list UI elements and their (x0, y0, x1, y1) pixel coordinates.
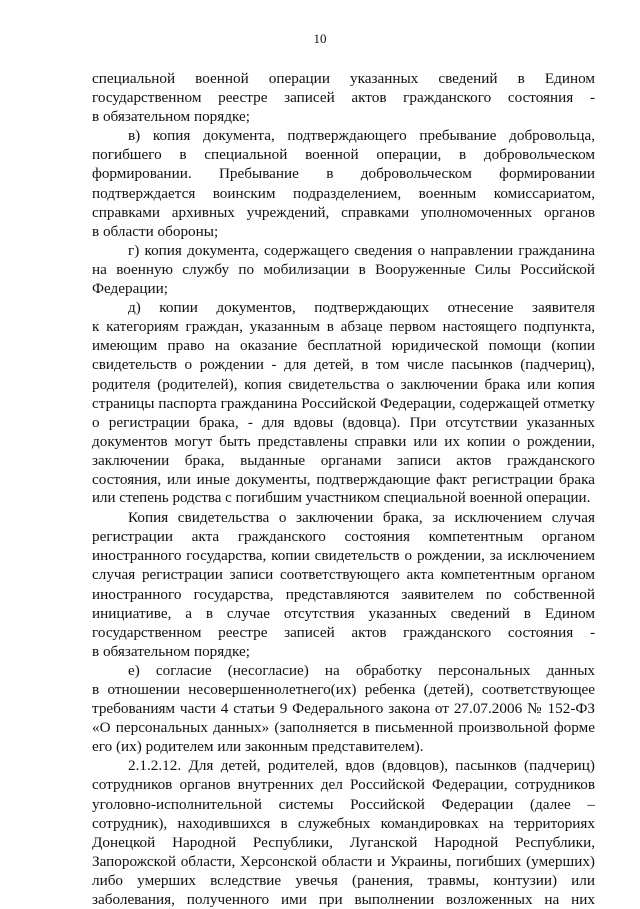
text-line: на военную службу по мобилизации в Вооруженные Силы Российской (92, 260, 595, 278)
text-line: заключении брака, выданные органами записи актов гражданского (92, 451, 595, 469)
text-line: свидетельств о рождении - для детей, в том числе пасынков (падчериц), (92, 356, 595, 374)
text-line: его (их) родителем или законным представителем). (92, 738, 424, 756)
text-line: государственном реестре записей актов гражданского состояния - (92, 623, 595, 641)
text-line: случая регистрации записи соответствующего акта компетентным органом (92, 566, 595, 584)
text-line: документов могут быть представлены справки или их копии о рождении, (92, 432, 595, 450)
text-line: «О персональных данных» (заполняется в письменной произвольной форме (92, 719, 595, 737)
text-line: погибшего в специальной военной операции, в добровольческом (92, 146, 595, 164)
text-line: 2.1.2.12. Для детей, родителей, вдов (вдовцов), пасынков (падчериц) (128, 757, 595, 775)
page-number: 10 (313, 31, 327, 46)
text-line: подтверждается воинским подразделением, военным комиссариатом, (92, 184, 595, 202)
text-line: сотрудник), находившихся в служебных командировках на территориях (92, 814, 595, 832)
text-line: требованиям части 4 статьи 9 Федерального закона от 27.07.2006 № 152-ФЗ (92, 700, 595, 718)
text-line: о регистрации брака, - для вдовы (вдовца). При отсутствии указанных (92, 413, 595, 431)
text-line: регистрации акта гражданского состояния компетентным органом (92, 528, 595, 546)
text-line: формировании. Пребывание в добровольческом формировании (92, 165, 595, 183)
text-line: уголовно-исполнительной системы Российской Федерации (далее – (92, 795, 595, 813)
text-line: родителя (родителей), копия свидетельства о заключении брака или копия (92, 375, 595, 393)
text-line: иностранного государства, копии свидетельств о рождении, за исключением (92, 547, 595, 565)
text-line: Копия свидетельства о заключении брака, за исключением случая (128, 509, 595, 527)
text-line: в обязательном порядке; (92, 642, 250, 660)
text-line: состояния, или иные документы, подтверждающие факт регистрации брака (92, 470, 595, 488)
text-line: страницы паспорта гражданина Российской Федерации, содержащей отметку (92, 394, 595, 412)
document-body (92, 69, 595, 909)
text-line: справками архивных учреждений, справками уполномоченных органов (92, 203, 595, 221)
text-line: к категориям граждан, указанным в абзаце первом настоящего подпункта, (92, 318, 595, 336)
text-line: в обязательном порядке; (92, 108, 250, 126)
text-line: государственном реестре записей актов гражданского состояния - (92, 89, 595, 107)
text-line: сотрудников органов внутренних дел Российской Федерации, сотрудников (92, 776, 595, 794)
text-line: в отношении несовершеннолетнего(их) ребенка (детей), соответствующее (92, 681, 595, 698)
text-line: в области обороны; (92, 222, 219, 240)
text-line: либо умерших вследствие увечья (ранения, травмы, контузии) или (92, 871, 595, 889)
text-line: е) согласие (несогласие) на обработку персональных данных (128, 661, 595, 679)
text-line: д) копии документов, подтверждающих отнесение заявителя (128, 299, 595, 317)
text-line: имеющим право на оказание бесплатной юридической помощи (копии (92, 337, 595, 355)
text-line: или степень родства с погибшим участником специальной военной операции. (92, 490, 591, 507)
text-line: Федерации; (92, 280, 168, 298)
text-line: заболевания, полученного ими при выполнении возложенных на них (92, 891, 595, 909)
text-line: Запорожской области, Херсонской области и Украины, погибших (умерших) (92, 852, 595, 870)
text-line: г) копия документа, содержащего сведения о направлении гражданина (128, 241, 595, 259)
text-line: иностранного государства, представляются заявителем по собственной (92, 585, 595, 603)
text-line: в) копия документа, подтверждающего пребывание добровольца, (128, 127, 595, 145)
text-line: инициативе, а в случае отсутствия указанных сведений в Едином (92, 604, 595, 622)
text-line: Донецкой Народной Республики, Луганской Народной Республики, (92, 833, 595, 851)
text-line: специальной военной операции указанных сведений в Едином (92, 70, 595, 87)
